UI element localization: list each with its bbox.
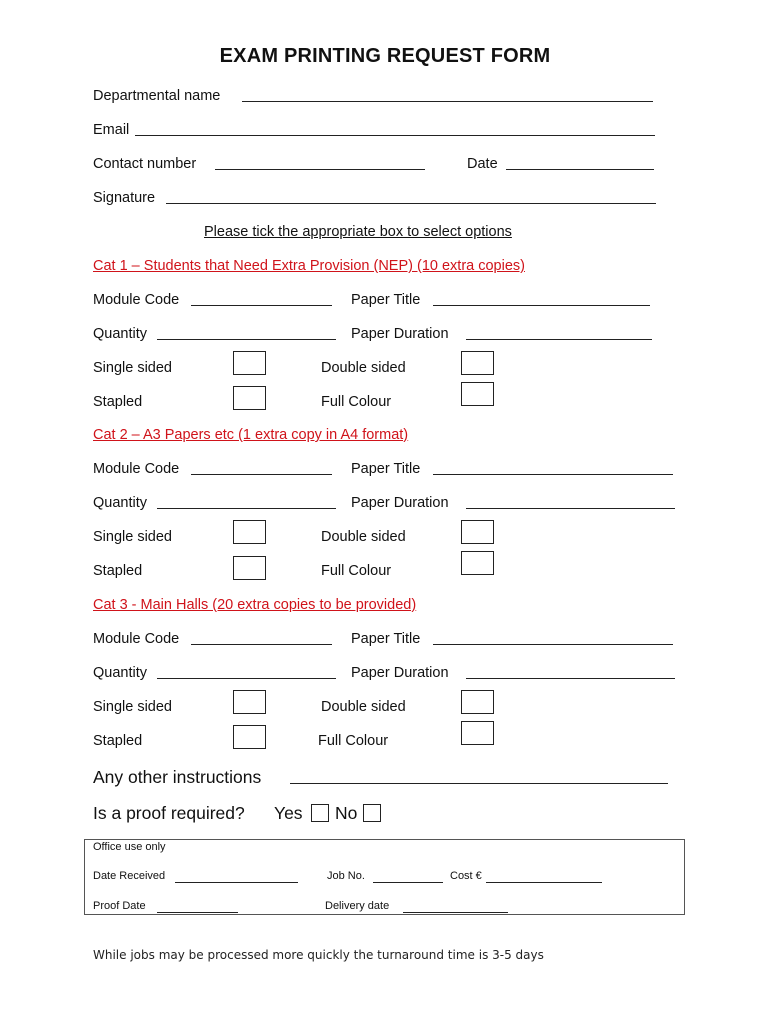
cat2-duration-field[interactable]	[466, 508, 675, 509]
cat1-double-sided-label: Double sided	[321, 360, 406, 376]
cat1-stapled-checkbox[interactable]	[233, 386, 266, 410]
department-label: Departmental name	[93, 88, 221, 104]
cost-label: Cost €	[450, 870, 482, 882]
cat1-quantity-field[interactable]	[157, 339, 336, 340]
cat1-full-colour-label: Full Colour	[321, 394, 392, 410]
cat2-paper-title-label: Paper Title	[351, 461, 421, 477]
cat2-single-sided-checkbox[interactable]	[233, 520, 266, 544]
cat1-paper-title-label: Paper Title	[351, 292, 421, 308]
cat2-full-colour-label: Full Colour	[321, 563, 392, 579]
job-no-label: Job No.	[327, 870, 365, 882]
other-instructions-label: Any other instructions	[93, 767, 262, 787]
cat3-full-colour-label: Full Colour	[318, 733, 389, 749]
date-received-label: Date Received	[93, 870, 166, 882]
form-title: EXAM PRINTING REQUEST FORM	[219, 45, 551, 67]
cat3-module-code-label: Module Code	[93, 631, 180, 647]
signature-field[interactable]	[166, 203, 656, 204]
cat2-module-code-field[interactable]	[191, 474, 332, 475]
cat3-stapled-checkbox[interactable]	[233, 725, 266, 749]
cat2-quantity-label: Quantity	[93, 495, 147, 511]
proof-question: Is a proof required?	[93, 803, 245, 823]
cost-field[interactable]	[486, 882, 602, 883]
cat3-double-sided-checkbox[interactable]	[461, 690, 494, 714]
cat1-paper-title-field[interactable]	[433, 305, 650, 306]
cat3-single-sided-checkbox[interactable]	[233, 690, 266, 714]
cat3-duration-field[interactable]	[466, 678, 675, 679]
email-field[interactable]	[135, 135, 655, 136]
cat3-paper-title-field[interactable]	[433, 644, 673, 645]
cat3-stapled-label: Stapled	[93, 733, 143, 749]
department-field[interactable]	[242, 101, 653, 102]
date-field[interactable]	[506, 169, 654, 170]
cat3-single-sided-label: Single sided	[93, 699, 172, 715]
cat1-module-code-field[interactable]	[191, 305, 332, 306]
delivery-date-field[interactable]	[403, 912, 508, 913]
proof-yes-label: Yes	[274, 803, 303, 823]
signature-label: Signature	[93, 190, 156, 206]
cat3-full-colour-checkbox[interactable]	[461, 721, 494, 745]
cat1-single-sided-label: Single sided	[93, 360, 172, 376]
cat3-module-code-field[interactable]	[191, 644, 332, 645]
cat3-paper-title-label: Paper Title	[351, 631, 421, 647]
proof-no-checkbox[interactable]	[363, 804, 381, 822]
proof-no-label: No	[335, 803, 358, 823]
job-no-field[interactable]	[373, 882, 443, 883]
cat1-duration-field[interactable]	[466, 339, 652, 340]
other-instructions-field[interactable]	[290, 783, 668, 784]
cat1-stapled-label: Stapled	[93, 394, 143, 410]
date-received-field[interactable]	[175, 882, 298, 883]
cat1-quantity-label: Quantity	[93, 326, 147, 342]
cat2-stapled-label: Stapled	[93, 563, 143, 579]
cat1-duration-label: Paper Duration	[351, 326, 449, 342]
footer-note: While jobs may be processed more quickly the turnaround time is 3-5 days	[93, 948, 544, 962]
delivery-date-label: Delivery date	[325, 900, 390, 912]
cat2-double-sided-label: Double sided	[321, 529, 406, 545]
cat1-module-code-label: Module Code	[93, 292, 180, 308]
cat2-double-sided-checkbox[interactable]	[461, 520, 494, 544]
cat3-double-sided-label: Double sided	[321, 699, 406, 715]
proof-yes-checkbox[interactable]	[311, 804, 329, 822]
cat3-duration-label: Paper Duration	[351, 665, 449, 681]
cat2-paper-title-field[interactable]	[433, 474, 673, 475]
contact-field[interactable]	[215, 169, 425, 170]
cat2-heading: Cat 2 – A3 Papers etc (1 extra copy in A4 format)	[93, 427, 409, 443]
cat1-full-colour-checkbox[interactable]	[461, 382, 494, 406]
cat1-double-sided-checkbox[interactable]	[461, 351, 494, 375]
date-label: Date	[467, 156, 498, 172]
cat1-single-sided-checkbox[interactable]	[233, 351, 266, 375]
cat3-quantity-field[interactable]	[157, 678, 336, 679]
cat2-single-sided-label: Single sided	[93, 529, 172, 545]
cat2-duration-label: Paper Duration	[351, 495, 449, 511]
instruction-text: Please tick the appropriate box to select options	[204, 224, 512, 240]
email-label: Email	[93, 122, 130, 138]
cat2-quantity-field[interactable]	[157, 508, 336, 509]
cat2-module-code-label: Module Code	[93, 461, 180, 477]
contact-label: Contact number	[93, 156, 197, 172]
cat1-heading: Cat 1 – Students that Need Extra Provision (NEP) (10 extra copies)	[93, 258, 525, 274]
cat2-stapled-checkbox[interactable]	[233, 556, 266, 580]
office-heading: Office use only	[93, 841, 166, 853]
cat3-heading: Cat 3 - Main Halls (20 extra copies to be provided)	[93, 597, 417, 613]
proof-date-label: Proof Date	[93, 900, 146, 912]
proof-date-field[interactable]	[157, 912, 238, 913]
cat2-full-colour-checkbox[interactable]	[461, 551, 494, 575]
cat3-quantity-label: Quantity	[93, 665, 147, 681]
